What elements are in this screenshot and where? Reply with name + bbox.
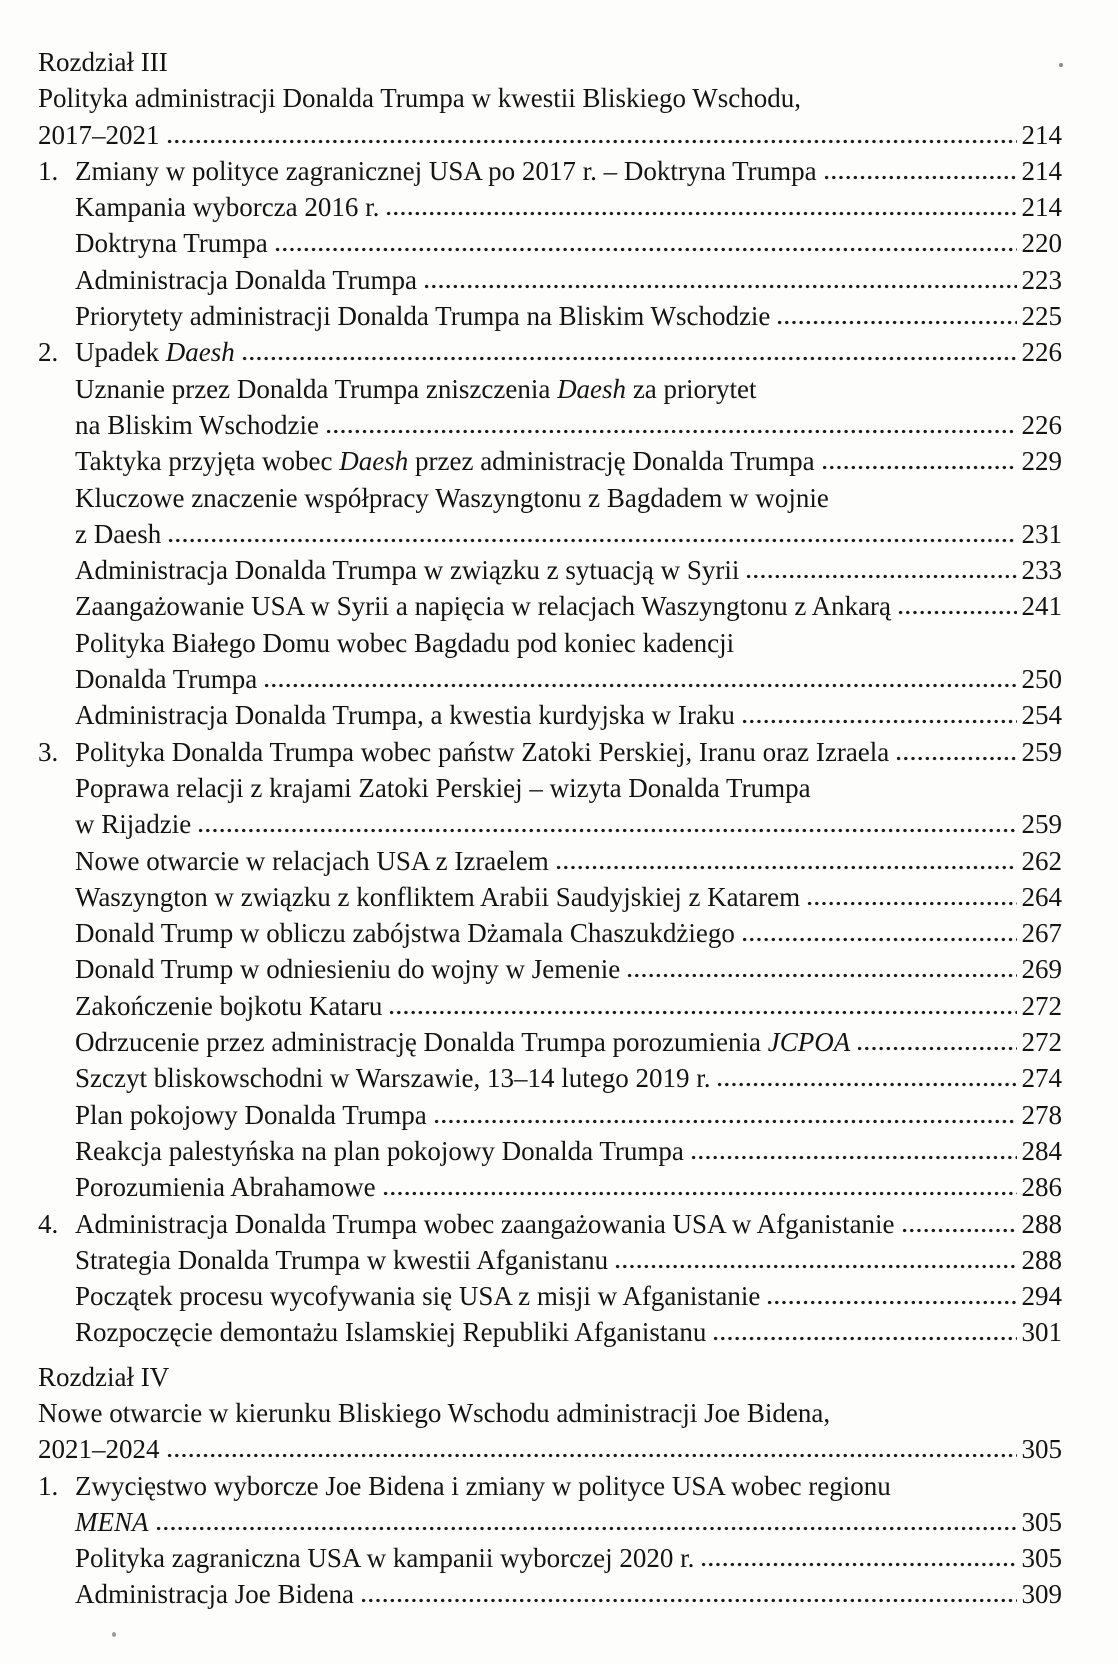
entry-text-segment: Zakończenie bojkotu Kataru	[75, 990, 383, 1021]
entry-text-segment: Zwycięstwo wyborcze Joe Bidena i zmiany w polityce USA wobec regionu	[75, 1470, 891, 1501]
entry-text-segment: Poprawa relacji z krajami Zatoki Perskiej – wizyta Donalda Trumpa	[75, 772, 811, 803]
page-number: 284	[1021, 1135, 1062, 1166]
entry-text-segment: Administracja Donalda Trumpa	[75, 264, 417, 295]
entry-text-segment: Odrzucenie przez administrację Donalda Trumpa porozumienia	[75, 1027, 768, 1058]
toc-entry-line	[38, 298, 1062, 334]
toc-entry-line	[38, 189, 1062, 225]
entry-text	[75, 1278, 760, 1314]
item-number: 4.	[38, 1208, 59, 1239]
dot-leader	[895, 756, 1016, 761]
entry-text	[75, 697, 735, 733]
entry-text-segment: Porozumienia Abrahamowe	[75, 1172, 376, 1203]
dot-leader	[700, 1562, 1016, 1567]
toc-chapter-line	[38, 80, 1062, 116]
item-number: 1.	[38, 1470, 59, 1501]
toc-entry-line	[38, 661, 1062, 697]
entry-text-italic-segment: MENA	[75, 1506, 149, 1537]
entry-text	[75, 988, 382, 1024]
toc-entry-line	[38, 697, 1062, 733]
toc-entry-line	[38, 262, 1062, 298]
page-number: 272	[1021, 990, 1062, 1021]
entry-text-segment: Kampania wyborcza 2016 r.	[75, 192, 380, 223]
dot-leader	[263, 683, 1016, 688]
toc-entry-line	[38, 1169, 1062, 1205]
entry-text	[75, 625, 734, 661]
page-number: 262	[1021, 845, 1062, 876]
dot-leader	[741, 937, 1017, 942]
toc-entry-line	[38, 879, 1062, 915]
dot-leader	[241, 356, 1017, 361]
toc-entry-line	[38, 951, 1062, 987]
table-of-contents	[38, 44, 1062, 1613]
entry-text-segment: Nowe otwarcie w relacjach USA z Izraelem	[75, 845, 549, 876]
page-number: 309	[1021, 1579, 1062, 1610]
dot-leader	[433, 1119, 1017, 1124]
dot-leader	[197, 828, 1016, 833]
entry-text	[75, 843, 549, 879]
page-number: 226	[1021, 409, 1062, 440]
dot-leader	[325, 429, 1017, 434]
entry-text	[38, 80, 801, 116]
toc-chapter-line	[38, 1395, 1062, 1431]
toc-entry-line	[38, 153, 1062, 189]
toc-entry-line	[38, 1133, 1062, 1169]
scan-speck	[1059, 63, 1063, 67]
entry-text	[75, 1024, 850, 1060]
dot-leader	[823, 175, 1017, 180]
entry-text-segment: Uznanie przez Donalda Trumpa zniszczenia	[75, 373, 558, 404]
page-number: 294	[1021, 1281, 1062, 1312]
dot-leader	[856, 1046, 1016, 1051]
entry-text	[75, 262, 417, 298]
entry-text-segment: 2021–2024	[38, 1434, 160, 1465]
entry-text-segment: Rozpoczęcie demontażu Islamskiej Republiki Afganistanu	[75, 1317, 707, 1348]
entry-text	[75, 1206, 895, 1242]
entry-text-segment: Rozdział III	[38, 47, 168, 77]
toc-entry-line	[38, 770, 1062, 806]
toc-entry-line	[38, 443, 1062, 479]
entry-text	[38, 1359, 169, 1395]
page-number: 223	[1021, 264, 1062, 295]
dot-leader	[385, 211, 1016, 216]
dot-leader	[766, 1300, 1016, 1305]
toc-entry-line	[38, 988, 1062, 1024]
page-number: 305	[1021, 1543, 1062, 1574]
entry-text	[75, 661, 257, 697]
entry-text	[75, 407, 319, 443]
dot-leader	[614, 1264, 1016, 1269]
dot-leader	[741, 719, 1017, 724]
entry-text-segment: Zmiany w polityce zagranicznej USA po 2017 r. – Doktryna Trumpa	[75, 155, 817, 186]
entry-text	[75, 334, 235, 370]
toc-chapter-line	[38, 1359, 1062, 1395]
dot-leader	[806, 901, 1016, 906]
dot-leader	[626, 973, 1016, 978]
entry-text-segment: Strategia Donalda Trumpa w kwestii Afganistanu	[75, 1244, 609, 1275]
entry-text-segment: Polityka administracji Donalda Trumpa w kwestii Bliskiego Wschodu,	[38, 83, 801, 114]
dot-leader	[388, 1010, 1016, 1015]
entry-text	[38, 117, 160, 153]
entry-text	[75, 879, 800, 915]
dot-leader	[155, 1526, 1017, 1531]
dot-leader	[897, 610, 1016, 615]
page-number: 229	[1021, 446, 1062, 477]
page-number: 259	[1021, 736, 1062, 767]
page-number: 267	[1021, 918, 1062, 949]
page-number: 286	[1021, 1172, 1062, 1203]
item-number: 2.	[38, 337, 59, 368]
dot-leader	[712, 1336, 1016, 1341]
entry-text-segment: Polityka zagraniczna USA w kampanii wyborczej 2020 r.	[75, 1543, 695, 1574]
page-number: 269	[1021, 954, 1062, 985]
page-number: 274	[1021, 1063, 1062, 1094]
entry-text	[38, 1431, 160, 1467]
page-number: 288	[1021, 1208, 1062, 1239]
item-number: 3.	[38, 736, 59, 767]
dot-leader	[274, 247, 1017, 252]
entry-text-segment: Kluczowe znaczenie współpracy Waszyngtonu z Bagdadem w wojnie	[75, 482, 829, 513]
entry-text-segment: Donalda Trumpa	[75, 664, 258, 695]
entry-text-segment: Waszyngton w związku z konfliktem Arabii Saudyjskiej z Katarem	[75, 881, 801, 912]
page-number: 214	[1021, 192, 1062, 223]
dot-leader	[555, 865, 1017, 870]
page-number: 231	[1021, 518, 1062, 549]
entry-text	[75, 1540, 694, 1576]
page-number: 305	[1021, 1506, 1062, 1537]
entry-text-segment: Administracja Donalda Trumpa wobec zaangażowania USA w Afganistanie	[75, 1208, 895, 1239]
toc-entry-line	[38, 1097, 1062, 1133]
dot-leader	[901, 1228, 1017, 1233]
entry-text	[75, 480, 829, 516]
dot-leader	[166, 1453, 1017, 1458]
entry-text-segment: w Rijadzie	[75, 809, 192, 840]
entry-text-segment: Donald Trump w odniesieniu do wojny w Jemenie	[75, 954, 621, 985]
entry-text-segment: 2017–2021	[38, 119, 160, 150]
toc-entry-line	[38, 915, 1062, 951]
entry-text-segment: na Bliskim Wschodzie	[75, 409, 319, 440]
entry-text	[75, 1060, 710, 1096]
entry-text	[75, 734, 889, 770]
entry-text	[75, 588, 891, 624]
entry-text	[75, 1242, 608, 1278]
page-number: 272	[1021, 1027, 1062, 1058]
dot-leader	[167, 538, 1016, 543]
entry-text	[75, 806, 191, 842]
item-number: 1.	[38, 155, 59, 186]
entry-text-segment: Reakcja palestyńska na plan pokojowy Donalda Trumpa	[75, 1135, 684, 1166]
toc-chapter-line	[38, 44, 1062, 80]
entry-text-segment: Donald Trump w obliczu zabójstwa Dżamala Chaszukdżiego	[75, 918, 735, 949]
toc-entry-line	[38, 806, 1062, 842]
toc-entry-line	[38, 734, 1062, 770]
entry-text-italic-segment: Daesh	[557, 373, 627, 404]
entry-text	[75, 516, 161, 552]
page-number: 225	[1021, 301, 1062, 332]
entry-text	[75, 1314, 706, 1350]
entry-text	[75, 951, 620, 987]
toc-entry-line	[38, 843, 1062, 879]
entry-text-segment: Taktyka przyjęta wobec	[75, 446, 340, 477]
page-number: 214	[1021, 119, 1062, 150]
dot-leader	[776, 320, 1016, 325]
toc-entry-line	[38, 552, 1062, 588]
entry-text	[75, 915, 735, 951]
entry-text	[75, 770, 811, 806]
entry-text-italic-segment: JCPOA	[767, 1027, 851, 1058]
entry-text-segment: Nowe otwarcie w kierunku Bliskiego Wschodu administracji Joe Bidena,	[38, 1397, 831, 1428]
entry-text-segment: Początek procesu wycofywania się USA z misji w Afganistanie	[75, 1281, 761, 1312]
entry-text-segment: Doktryna Trumpa	[75, 228, 268, 259]
page-number: 259	[1021, 809, 1062, 840]
entry-text	[75, 443, 815, 479]
toc-entry-line	[38, 1024, 1062, 1060]
entry-text-segment: Administracja Joe Bidena	[75, 1579, 354, 1610]
entry-text-segment: Polityka Donalda Trumpa wobec państw Zatoki Perskiej, Iranu oraz Izraela	[75, 736, 890, 767]
dot-leader	[382, 1191, 1017, 1196]
toc-entry-line	[38, 588, 1062, 624]
page-number: 214	[1021, 155, 1062, 186]
dot-leader	[745, 574, 1016, 579]
entry-text	[75, 298, 770, 334]
page-number: 254	[1021, 700, 1062, 731]
entry-text	[75, 225, 268, 261]
page-number: 301	[1021, 1317, 1062, 1348]
dot-leader	[690, 1155, 1017, 1160]
entry-text	[75, 1169, 376, 1205]
toc-entry-line	[38, 1314, 1062, 1350]
page-number: 250	[1021, 664, 1062, 695]
page-number: 241	[1021, 591, 1062, 622]
toc-chapter-line	[38, 117, 1062, 153]
toc-entry-line	[38, 1576, 1062, 1612]
entry-text	[75, 371, 757, 407]
entry-text	[38, 1395, 830, 1431]
entry-text-segment: przez administrację Donalda Trumpa	[408, 446, 815, 477]
toc-entry-line	[38, 1278, 1062, 1314]
toc-entry-line	[38, 516, 1062, 552]
page-number: 226	[1021, 337, 1062, 368]
dot-leader	[716, 1082, 1016, 1087]
entry-text	[38, 44, 168, 80]
dot-leader	[821, 465, 1017, 470]
dot-leader	[166, 139, 1017, 144]
entry-text-segment: Plan pokojowy Donalda Trumpa	[75, 1099, 427, 1130]
entry-text	[75, 1468, 891, 1504]
entry-text-segment: z Daesh	[75, 518, 162, 549]
entry-text	[75, 1097, 427, 1133]
toc-entry-line	[38, 1206, 1062, 1242]
page-number: 264	[1021, 881, 1062, 912]
dot-leader	[360, 1598, 1017, 1603]
page-number: 220	[1021, 228, 1062, 259]
entry-text-segment: za priorytet	[626, 373, 757, 404]
entry-text	[75, 552, 739, 588]
entry-text	[75, 1504, 149, 1540]
toc-entry-line	[38, 625, 1062, 661]
page-number: 278	[1021, 1099, 1062, 1130]
page-number: 305	[1021, 1434, 1062, 1465]
toc-entry-line	[38, 1242, 1062, 1278]
toc-entry-line	[38, 225, 1062, 261]
entry-text	[75, 189, 379, 225]
entry-text-segment: Upadek	[75, 337, 166, 368]
entry-text-italic-segment: Daesh	[165, 337, 235, 368]
entry-text-segment: Administracja Donalda Trumpa, a kwestia kurdyjska w Iraku	[75, 700, 735, 731]
page-number: 233	[1021, 555, 1062, 586]
toc-entry-line	[38, 1504, 1062, 1540]
toc-entry-line	[38, 1060, 1062, 1096]
entry-text	[75, 1576, 354, 1612]
entry-text-segment: Szczyt bliskowschodni w Warszawie, 13–14 lutego 2019 r.	[75, 1063, 711, 1094]
toc-chapter-line	[38, 1431, 1062, 1467]
entry-text-segment: Rozdział IV	[38, 1361, 170, 1392]
entry-text-segment: Polityka Białego Domu wobec Bagdadu pod koniec kadencji	[75, 627, 735, 658]
toc-entry-line	[38, 1468, 1062, 1504]
toc-entry-line	[38, 1540, 1062, 1576]
entry-text-segment: Priorytety administracji Donalda Trumpa na Bliskim Wschodzie	[75, 301, 771, 332]
page-number: 288	[1021, 1244, 1062, 1275]
toc-entry-line	[38, 480, 1062, 516]
toc-entry-line	[38, 407, 1062, 443]
entry-text	[75, 153, 817, 189]
entry-text-segment: Zaangażowanie USA w Syrii a napięcia w relacjach Waszyngtonu z Ankarą	[75, 591, 892, 622]
toc-entry-line	[38, 371, 1062, 407]
entry-text-segment: Administracja Donalda Trumpa w związku z sytuacją w Syrii	[75, 555, 740, 586]
entry-text-italic-segment: Daesh	[339, 446, 409, 477]
entry-text	[75, 1133, 684, 1169]
scan-speck	[112, 1632, 116, 1637]
dot-leader	[423, 284, 1017, 289]
toc-entry-line	[38, 334, 1062, 370]
